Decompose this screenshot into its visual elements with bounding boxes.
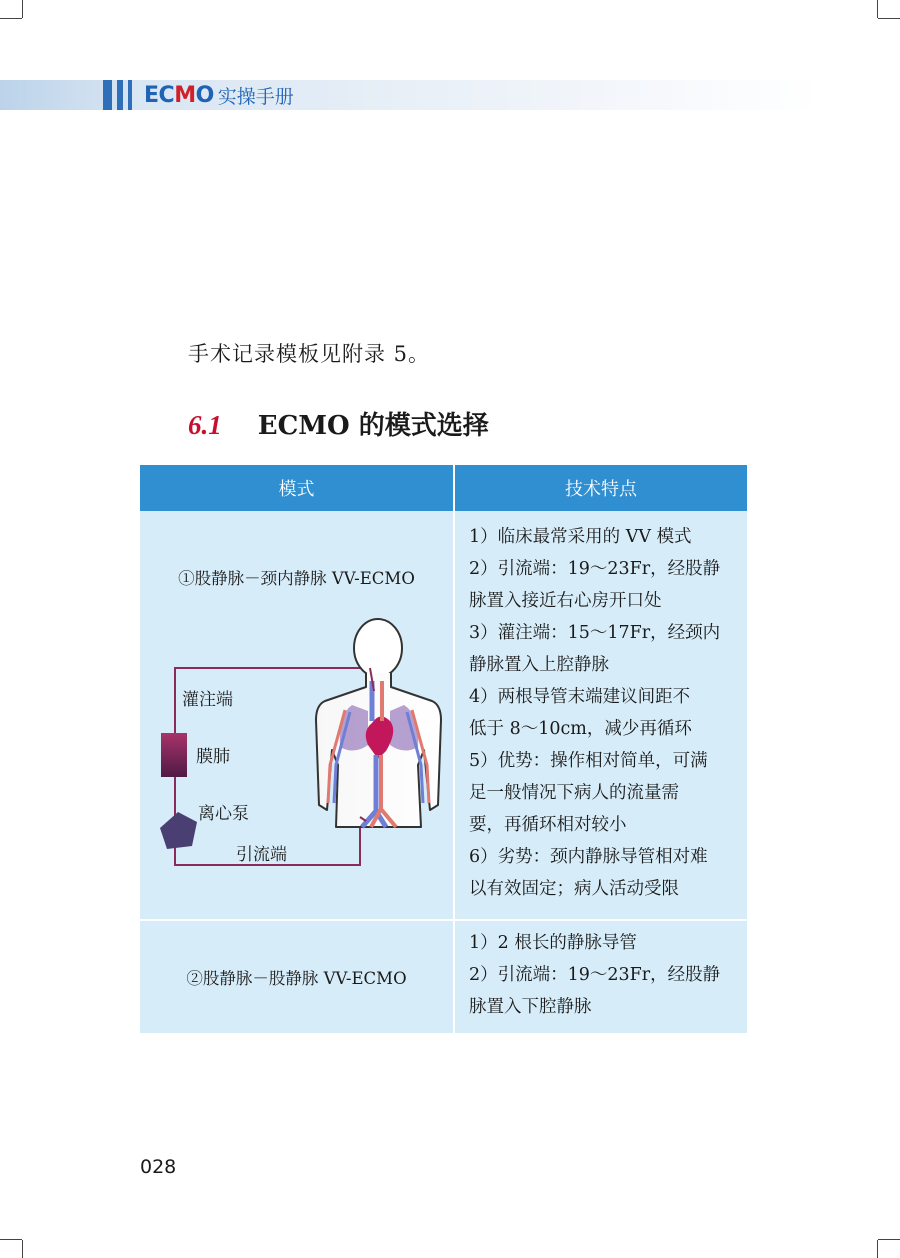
label-oxygenator: 膜肺 — [196, 747, 230, 767]
feature-line: 2）引流端：19～23Fr，经股静 — [469, 559, 721, 579]
crop-mark — [878, 18, 900, 19]
feature-line: 以有效固定；病人活动受限 — [469, 879, 679, 899]
crop-mark — [877, 0, 878, 18]
table-row-2-mode: ②股静脉－股静脉 VV-ECMO — [186, 969, 407, 988]
header-bar — [117, 80, 123, 110]
feature-line: 静脉置入上腔静脉 — [469, 655, 609, 675]
label-perfusion-end: 灌注端 — [182, 690, 233, 710]
crop-mark — [22, 1240, 23, 1258]
feature-line: 脉置入下腔静脉 — [469, 997, 592, 1017]
header-band — [0, 80, 900, 110]
feature-line: 1）临床最常采用的 VV 模式 — [469, 527, 692, 547]
table-row-1-mode: ①股静脉－颈内静脉 VV-ECMO — [178, 569, 415, 588]
feature-line: 足一般情况下病人的流量需 — [469, 783, 679, 803]
crop-mark — [22, 0, 23, 18]
feature-line: 4）两根导管末端建议间距不 — [469, 687, 691, 707]
crop-mark — [0, 18, 22, 19]
mode-table — [140, 465, 747, 1033]
feature-line: 3）灌注端：15～17Fr，经颈内 — [469, 623, 721, 643]
page-number: 028 — [140, 1156, 177, 1178]
header-brand: ECMO — [144, 82, 214, 108]
oxygenator-icon — [161, 733, 187, 777]
feature-line: 6）劣势：颈内静脉导管相对难 — [469, 847, 708, 867]
feature-line: 1）2 根长的静脉导管 — [469, 933, 637, 953]
column-divider — [453, 465, 455, 1033]
label-drainage-end: 引流端 — [236, 845, 287, 865]
label-pump: 离心泵 — [198, 804, 249, 824]
section-heading — [188, 405, 489, 442]
table-header-features: 技术特点 — [455, 465, 747, 511]
table-header-mode: 模式 — [140, 465, 453, 511]
header-bar — [128, 80, 132, 110]
pump-icon — [160, 812, 197, 849]
crop-mark — [877, 1240, 878, 1258]
table-row-1-features — [469, 521, 720, 905]
crop-mark — [0, 1239, 22, 1240]
table-row-2-features — [469, 927, 720, 1023]
section-number: 6.1 — [188, 410, 222, 440]
crop-mark — [878, 1239, 900, 1240]
feature-line: 2）引流端：19～23Fr，经股静 — [469, 965, 721, 985]
feature-line: 5）优势：操作相对简单，可满 — [469, 751, 708, 771]
feature-line: 低于 8～10cm，减少再循环 — [469, 719, 692, 739]
header-subtitle: 实操手册 — [217, 85, 294, 108]
intro-paragraph: 手术记录模板见附录 5。 — [188, 342, 431, 366]
human-figure — [316, 619, 441, 827]
feature-line: 要，再循环相对较小 — [469, 815, 627, 835]
header-bar — [103, 80, 112, 110]
running-header — [144, 81, 294, 109]
feature-line: 脉置入接近右心房开口处 — [469, 591, 662, 611]
row-divider — [140, 919, 747, 921]
section-title: ECMO 的模式选择 — [257, 411, 489, 441]
